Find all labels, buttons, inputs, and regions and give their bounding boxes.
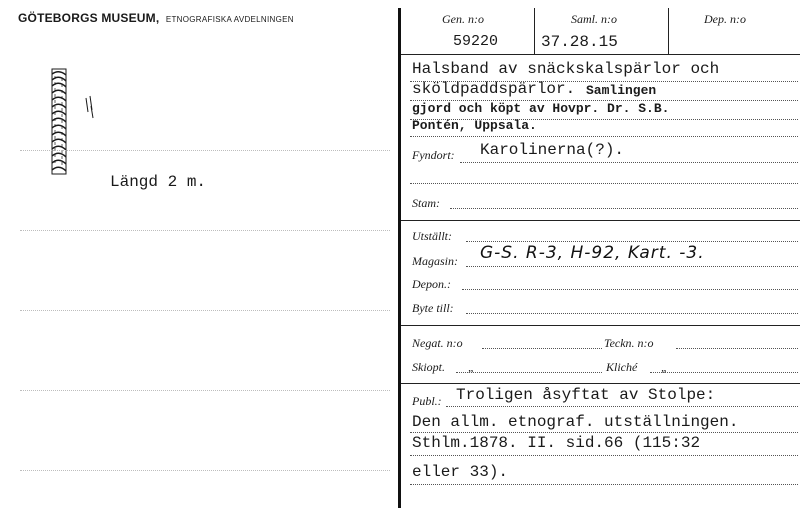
necklace-sketch — [42, 66, 102, 181]
publ-line-4: eller 33). — [412, 463, 509, 481]
dotted-rule — [410, 432, 798, 433]
dotted-rule — [650, 372, 798, 373]
guide-line — [20, 310, 390, 311]
utstallt-label: Utställt: — [412, 229, 453, 243]
skiopt-mark: „ — [468, 360, 475, 374]
header-rule — [401, 54, 800, 55]
publ-line-3: Sthlm.1878. II. sid.66 (115:32 — [412, 434, 701, 452]
section-rule — [401, 220, 800, 221]
byte-label: Byte till: — [412, 301, 454, 315]
description-line-2: sköldpaddspärlor. — [412, 80, 576, 98]
publ-line-1: Troligen åsyftat av Stolpe: — [456, 386, 716, 404]
dotted-rule — [446, 406, 798, 407]
field-separator — [534, 8, 535, 54]
guide-line — [20, 470, 390, 471]
fyndort-value: Karolinerna(?). — [480, 141, 625, 159]
stam-label: Stam: — [412, 196, 440, 210]
saml-no-value: 37.28.15 — [541, 33, 618, 51]
gen-no-label: Gen. n:o — [442, 12, 484, 26]
publ-label: Publ.: — [412, 394, 442, 408]
dotted-rule — [676, 348, 798, 349]
dotted-rule — [466, 241, 798, 242]
description-line-1: Halsband av snäckskalspärlor och — [412, 60, 720, 78]
magasin-value: G-S. R-3, H-92, Kart. -3. — [480, 243, 705, 263]
dotted-rule — [466, 266, 798, 267]
skiopt-label: Skiopt. — [412, 360, 445, 374]
kliche-label: Kliché — [606, 360, 638, 374]
card-header — [18, 9, 294, 27]
description-line-4: Pontén, Uppsala. — [412, 118, 537, 133]
publ-line-2: Den allm. etnograf. utställningen. — [412, 413, 739, 431]
guide-line — [20, 150, 390, 151]
negat-label: Negat. n:o — [412, 336, 463, 350]
dotted-rule — [462, 289, 798, 290]
fyndort-label: Fyndort: — [412, 148, 455, 162]
dotted-rule — [482, 348, 602, 349]
gen-no-value: 59220 — [453, 33, 499, 50]
dotted-rule — [410, 136, 798, 137]
depon-label: Depon.: — [412, 277, 451, 291]
dotted-rule — [450, 208, 798, 209]
magasin-label: Magasin: — [412, 254, 458, 268]
teckn-label: Teckn. n:o — [604, 336, 654, 350]
dotted-rule — [410, 484, 798, 485]
department-name: ETNOGRAFISKA AVDELNINGEN — [165, 15, 294, 24]
saml-no-label: Saml. n:o — [571, 12, 617, 26]
description-line-2-bold: Samlingen — [586, 83, 657, 98]
dep-no-label: Dep. n:o — [704, 12, 746, 26]
guide-line — [20, 230, 390, 231]
dotted-rule — [410, 183, 798, 184]
length-note: Längd 2 m. — [110, 173, 207, 191]
section-rule — [401, 383, 800, 384]
kliche-mark: „ — [661, 360, 668, 374]
dotted-rule — [466, 313, 798, 314]
field-separator — [668, 8, 669, 54]
dotted-rule — [460, 162, 798, 163]
card-divider — [398, 8, 401, 508]
guide-line — [20, 390, 390, 391]
section-rule — [401, 325, 800, 326]
dotted-rule — [456, 372, 602, 373]
description-line-3: gjord och köpt av Hovpr. Dr. S.B. — [412, 101, 670, 116]
museum-name: GÖTEBORGS MUSEUM, — [18, 11, 160, 25]
dotted-rule — [410, 455, 798, 456]
